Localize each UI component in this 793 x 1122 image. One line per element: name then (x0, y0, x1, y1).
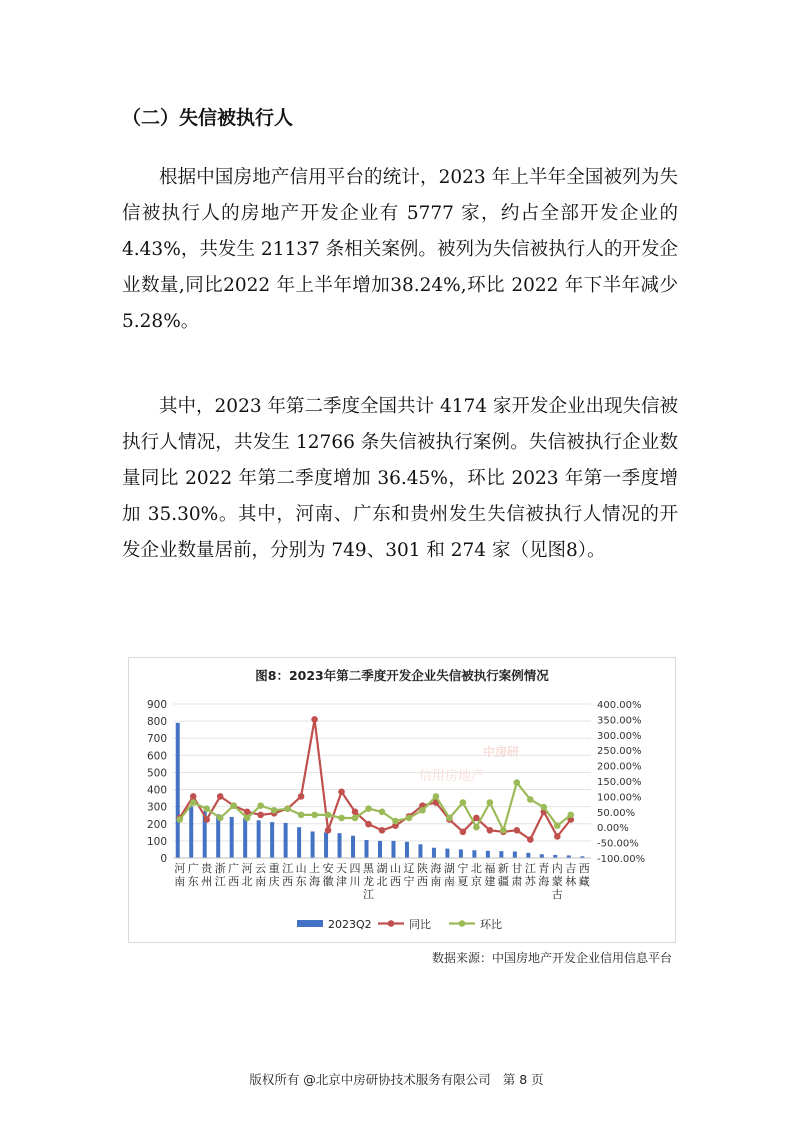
y-left-tick-label: 200 (146, 818, 167, 831)
bar-新疆 (499, 851, 503, 858)
point-同比-四川 (352, 809, 359, 816)
bar-山西 (391, 841, 395, 858)
bar-黑龙江 (365, 840, 369, 858)
y-right-tick-label: 350.00% (597, 715, 642, 727)
y-left-tick-label: 800 (146, 716, 167, 729)
point-同比-福建 (487, 827, 494, 834)
point-同比-北京 (473, 815, 480, 822)
category-label: 山东 (295, 862, 307, 888)
point-环比-黑龙江 (365, 805, 372, 812)
category-label: 内蒙古 (551, 862, 563, 901)
y-right-tick-label: 400.00% (597, 700, 642, 711)
y-right-tick-label: 300.00% (597, 730, 642, 742)
category-label: 广东 (187, 862, 199, 888)
point-同比-湖北 (379, 827, 386, 834)
point-环比-江苏 (527, 796, 534, 803)
point-同比-贵州 (203, 816, 210, 823)
point-环比-广东 (190, 799, 197, 806)
y-right-tick-label: 50.00% (597, 807, 636, 819)
category-label: 贵州 (201, 862, 213, 888)
y-right-tick-label: 150.00% (597, 777, 642, 788)
category-label: 陕西 (416, 862, 428, 888)
bar-陕西 (418, 844, 422, 858)
category-label: 上海 (309, 862, 321, 888)
point-同比-浙江 (217, 793, 224, 800)
y-right-tick-label: 0.00% (597, 823, 629, 835)
category-label: 吉林 (565, 862, 577, 888)
point-环比-吉林 (567, 812, 574, 819)
category-label: 湖北 (376, 862, 388, 888)
category-label: 江西 (282, 862, 294, 888)
point-同比-天津 (338, 788, 345, 795)
category-label: 西藏 (578, 862, 590, 888)
point-同比-河北 (244, 809, 251, 816)
point-环比-贵州 (203, 805, 210, 812)
point-环比-青海 (541, 804, 548, 811)
y-left-tick-label: 100 (146, 835, 167, 848)
point-环比-广西 (230, 802, 237, 809)
bar-辽宁 (405, 842, 409, 858)
bar-湖北 (378, 841, 382, 858)
bar-云南 (257, 820, 261, 858)
point-环比-北京 (473, 824, 480, 831)
category-label: 湖南 (443, 862, 455, 888)
point-环比-湖北 (379, 809, 386, 816)
bar-广西 (230, 817, 234, 858)
category-label: 云南 (255, 862, 267, 888)
point-环比-浙江 (217, 815, 224, 822)
category-label: 重庆 (268, 862, 280, 888)
category-label: 海南 (430, 862, 442, 888)
bar-河北 (243, 818, 247, 858)
point-环比-宁夏 (460, 799, 467, 806)
bar-山东 (297, 827, 301, 858)
y-right-tick-label: 100.00% (597, 792, 642, 804)
y-right-tick-label: 200.00% (597, 761, 642, 773)
copyright-text: 版权所有 @北京中房研协技术服务有限公司 (249, 1072, 491, 1087)
bar-海南 (432, 848, 436, 858)
category-label: 北京 (470, 862, 482, 888)
category-label: 广西 (228, 862, 240, 888)
category-label: 四川 (349, 862, 361, 888)
y-left-tick-label: 0 (160, 853, 167, 865)
y-left-tick-label: 700 (146, 733, 167, 746)
point-环比-海南 (433, 793, 440, 800)
point-同比-云南 (257, 812, 264, 819)
bar-江苏 (526, 853, 530, 858)
category-label: 黑龙江 (363, 862, 375, 901)
chart-figure-8 (128, 657, 676, 943)
point-环比-福建 (487, 799, 494, 806)
point-环比-湖南 (446, 815, 453, 822)
point-环比-安徽 (325, 812, 332, 819)
bar-四川 (351, 836, 355, 858)
y-right-tick-label: -100.00% (597, 854, 646, 865)
category-label: 河北 (241, 862, 253, 888)
page-footer (0, 1070, 793, 1088)
point-环比-四川 (352, 815, 359, 822)
section-heading: （二）失信被执行人 (122, 107, 294, 129)
category-label: 宁夏 (457, 862, 469, 888)
bar-上海 (311, 831, 315, 858)
page-number: 第 8 页 (502, 1072, 544, 1087)
legend-swatch-bar (297, 920, 323, 927)
point-环比-新疆 (500, 827, 507, 834)
category-label: 浙江 (214, 862, 226, 888)
bar-湖南 (445, 849, 449, 858)
point-同比-甘肃 (514, 827, 521, 834)
svg-text:中房研: 中房研 (483, 745, 520, 759)
bar-江西 (284, 823, 288, 858)
category-label: 辽宁 (403, 862, 415, 888)
legend-label: 2023Q2 (328, 918, 372, 931)
point-环比-山西 (392, 818, 399, 825)
point-环比-河北 (244, 815, 251, 822)
category-label: 河南 (174, 862, 186, 888)
bar-安徽 (324, 832, 328, 858)
watermark (419, 744, 519, 784)
category-label: 新疆 (497, 862, 509, 888)
point-同比-宁夏 (460, 829, 467, 836)
point-同比-安徽 (325, 827, 332, 834)
category-label: 甘肃 (511, 862, 523, 888)
bar-青海 (540, 854, 544, 858)
chart-title: 图8：2023年第二季度开发企业失信被执行案例情况 (255, 668, 549, 683)
bar-重庆 (270, 822, 274, 858)
legend-label: 环比 (480, 918, 502, 931)
y-left-tick-label: 500 (146, 767, 167, 780)
y-right-tick-label: -50.00% (597, 838, 639, 850)
bar-广东 (189, 806, 193, 858)
legend-swatch-marker (459, 920, 466, 927)
paragraph-1: 根据中国房地产信用平台的统计，2023 年上半年全国被列为失信被执行人的房地产开发企业有 5777 家，约占全部开发企业的 4.43%，共发生 21137 条相关案例。被列为失信被执行人的开发企业数量,同比2022 年上半年增加38.24%,环比 2022 年下半年减少 5.28%。 (122, 167, 678, 332)
bar-福建 (486, 851, 490, 858)
point-环比-河南 (176, 816, 183, 823)
category-label: 江苏 (524, 862, 536, 888)
category-label: 山西 (389, 862, 401, 888)
svg-text:信用房地产: 信用房地产 (419, 769, 485, 784)
category-label: 安徽 (322, 862, 334, 888)
legend-label: 同比 (409, 918, 431, 931)
point-同比-山东 (298, 793, 305, 800)
point-环比-甘肃 (514, 779, 521, 786)
y-left-tick-label: 400 (146, 784, 167, 797)
bar-天津 (338, 833, 342, 858)
bar-河南 (176, 723, 180, 858)
data-source-note: 数据来源：中国房地产开发企业信用信息平台 (431, 951, 672, 965)
point-环比-江西 (284, 805, 291, 812)
point-环比-上海 (311, 812, 318, 819)
point-同比-广东 (190, 793, 197, 800)
point-同比-江苏 (527, 836, 534, 843)
point-环比-内蒙古 (554, 822, 561, 829)
point-环比-陕西 (419, 807, 426, 814)
point-环比-云南 (257, 802, 264, 809)
category-label: 福建 (484, 862, 496, 888)
bar-北京 (472, 850, 476, 858)
category-label: 天津 (336, 862, 348, 888)
point-同比-上海 (311, 716, 318, 723)
point-环比-辽宁 (406, 815, 413, 822)
bar-甘肃 (513, 851, 517, 858)
y-right-tick-label: 250.00% (597, 746, 642, 758)
legend-swatch-marker (388, 920, 395, 927)
point-环比-山东 (298, 812, 305, 819)
point-环比-天津 (338, 815, 345, 822)
paragraph-2: 其中，2023 年第二季度全国共计 4174 家开发企业出现失信被执行人情况，共发生 12766 条失信被执行案例。失信被执行企业数量同比 2022 年第二季度增加 36.45%，环比 2023 年第一季度增加 35.30%。其中，河南、广东和贵州发生失信被执行人情况的开发企业数量居前，分别为 749、301 和 274 家（见图8）。 (122, 396, 678, 561)
point-同比-内蒙古 (554, 833, 561, 840)
y-left-tick-label: 300 (146, 801, 167, 814)
bar-宁夏 (459, 849, 463, 858)
y-left-tick-label: 900 (146, 699, 167, 711)
line-同比 (180, 719, 571, 839)
point-环比-重庆 (271, 807, 278, 814)
category-label: 青海 (538, 862, 550, 888)
point-同比-黑龙江 (365, 821, 372, 828)
y-left-tick-label: 600 (146, 750, 167, 763)
